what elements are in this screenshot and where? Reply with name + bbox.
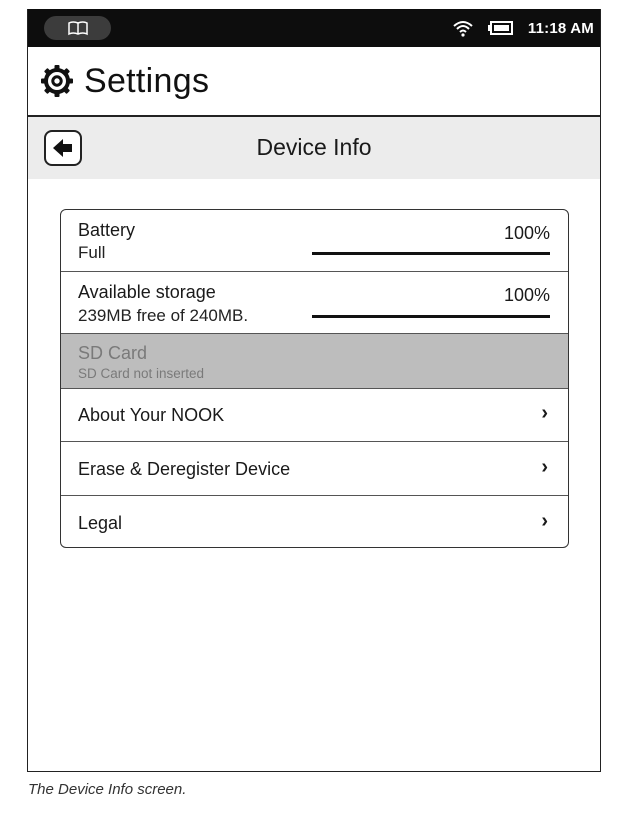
page-title: Settings: [84, 61, 210, 100]
subheader: [28, 117, 600, 179]
section-title: Device Info: [256, 134, 372, 160]
sd-card-status: SD Card not inserted: [78, 366, 205, 381]
battery-icon: [488, 20, 514, 36]
legal-row[interactable]: [61, 496, 568, 548]
back-button[interactable]: [44, 130, 82, 166]
device-info-list: [60, 209, 569, 548]
chevron-right-icon: ›: [541, 456, 548, 478]
figure-caption: The Device Info screen.: [28, 781, 187, 798]
storage-label: Available storage: [78, 282, 216, 302]
battery-row: [61, 210, 568, 272]
back-arrow-icon: [53, 139, 73, 157]
library-button[interactable]: [44, 16, 111, 40]
status-bar: [28, 9, 600, 47]
chevron-right-icon: ›: [541, 510, 548, 532]
sd-card-label: SD Card: [78, 343, 148, 363]
battery-percent: 100%: [503, 223, 550, 243]
about-nook-label: About Your NOOK: [78, 405, 225, 425]
battery-label: Battery: [78, 220, 136, 240]
legal-label: Legal: [78, 513, 123, 533]
erase-deregister-row[interactable]: [61, 442, 568, 496]
wifi-icon: [452, 19, 474, 37]
storage-status: 239MB free of 240MB.: [78, 306, 249, 325]
storage-percent: 100%: [503, 285, 550, 305]
storage-level-bar: [312, 315, 550, 318]
gear-icon: [40, 64, 74, 98]
app-header: [28, 47, 600, 117]
battery-status: Full: [78, 243, 106, 262]
chevron-right-icon: ›: [541, 402, 548, 424]
storage-row: [61, 272, 568, 334]
about-nook-row[interactable]: [61, 389, 568, 442]
erase-deregister-label: Erase & Deregister Device: [78, 459, 291, 479]
device-screen: [27, 9, 601, 772]
sd-card-row: [61, 334, 568, 389]
battery-level-bar: [312, 252, 550, 255]
book-icon: [67, 20, 89, 36]
status-time: 11:18 AM: [527, 19, 594, 37]
